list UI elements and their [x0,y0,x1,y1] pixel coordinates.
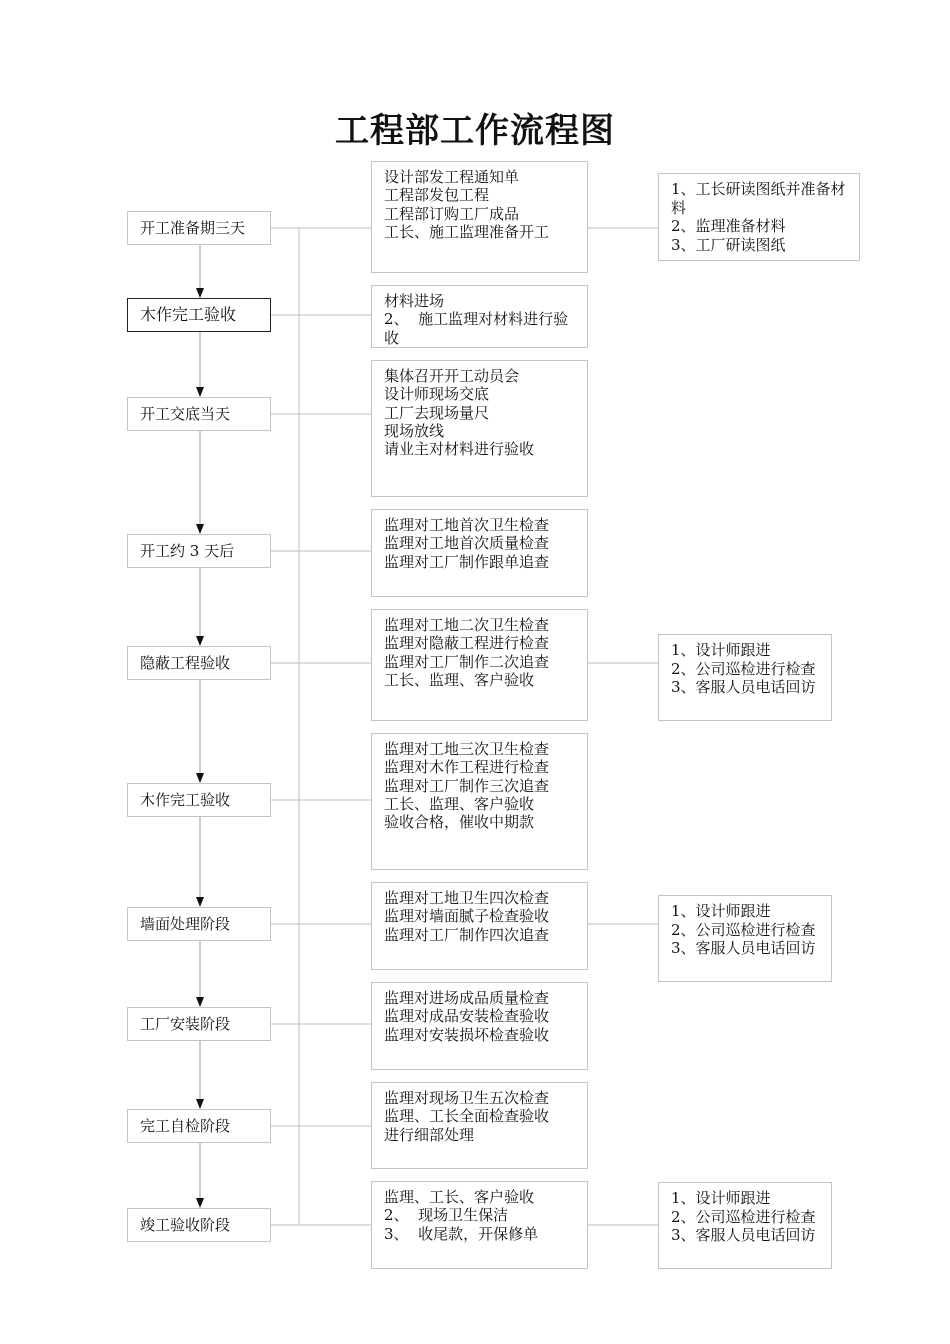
stage-box-7: 墙面处理阶段 [127,907,271,941]
stage-box-6: 木作完工验收 [127,783,271,817]
stage-box-1: 开工准备期三天 [127,211,271,245]
stage-box-9: 完工自检阶段 [127,1109,271,1143]
stage-box-3: 开工交底当天 [127,397,271,431]
note-box-2: 1、设计师跟进 2、公司巡检进行检查 3、客服人员电话回访 [658,634,832,721]
stage-box-5: 隐蔽工程验收 [127,646,271,680]
task-box-6: 监理对工地三次卫生检查 监理对木作工程进行检查 监理对工厂制作三次追查 工长、监理、客户验收 验收合格，催收中期款 [371,733,588,870]
note-box-3: 1、设计师跟进 2、公司巡检进行检查 3、客服人员电话回访 [658,895,832,982]
stage-box-8: 工厂安装阶段 [127,1007,271,1041]
task-box-7: 监理对工地卫生四次检查 监理对墙面腻子检查验收 监理对工厂制作四次追查 [371,882,588,970]
note-box-1: 1、工长研读图纸并准备材料 2、监理准备材料 3、工厂研读图纸 [658,173,860,261]
task-box-2: 材料进场 2、 施工监理对材料进行验收 [371,285,588,348]
task-box-3: 集体召开开工动员会 设计师现场交底 工厂去现场量尺 现场放线 请业主对材料进行验收 [371,360,588,497]
task-box-5: 监理对工地二次卫生检查 监理对隐蔽工程进行检查 监理对工厂制作二次追查 工长、监理、客户验收 [371,609,588,721]
task-box-4: 监理对工地首次卫生检查 监理对工地首次质量检查 监理对工厂制作跟单追查 [371,509,588,597]
note-box-4: 1、设计师跟进 2、公司巡检进行检查 3、客服人员电话回访 [658,1182,832,1269]
page-title: 工程部工作流程图 [335,111,615,151]
task-box-8: 监理对进场成品质量检查 监理对成品安装检查验收 监理对安装损坏检查验收 [371,982,588,1070]
task-box-9: 监理对现场卫生五次检查 监理、工长全面检查验收 进行细部处理 [371,1082,588,1169]
stage-box-2: 木作完工验收 [127,298,271,332]
stage-box-4: 开工约 3 天后 [127,534,271,568]
task-box-10: 监理、工长、客户验收 2、 现场卫生保洁 3、 收尾款，开保修单 [371,1181,588,1269]
task-box-1: 设计部发工程通知单 工程部发包工程 工程部订购工厂成品 工长、施工监理准备开工 [371,161,588,273]
stage-box-10: 竣工验收阶段 [127,1208,271,1242]
